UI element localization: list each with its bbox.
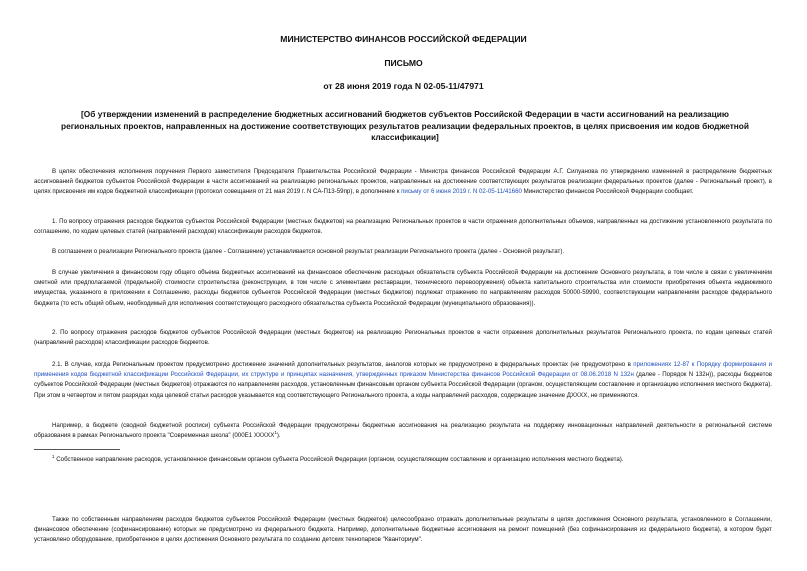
footnote	[52, 455, 772, 465]
paragraph-example-end: ).	[276, 432, 281, 440]
paragraph-example-text: Например, в бюджете (сводной бюджетной росписи) субъекта Российской Федерации предусмотрены бюджетные ассигнования на реализацию результата на поддержку инновационных направлений деятельности в региональной системе образования в рамках Регионального проекта "Современная школа" (000E1 XXXXX	[34, 422, 772, 440]
paragraph-item-2: 2. По вопросу отражения расходов бюджетов субъектов Российской Федерации (местных бюджетов) на реализацию Региональных проектов в части отражения дополнительных результатов Регионального проекта, по кодам целевых статей (направлений расходов) классификации расходов бюджетов.	[34, 329, 772, 347]
ministry-heading: МИНИСТЕРСТВО ФИНАНСОВ РОССИЙСКОЙ ФЕДЕРАЦИИ	[280, 34, 527, 44]
letter-link[interactable]: письму от 6 июня 2019 г. N 02-05-11/41660	[401, 188, 522, 196]
document-date-number: от 28 июня 2019 года N 02-05-11/47971	[323, 81, 484, 91]
paragraph-example	[34, 421, 772, 441]
document-title: [Об утверждении изменений в распределение бюджетных ассигнований бюджетов субъектов Российской Федерации в части ассигнований на реализацию региональных проектов, направленных на достижение соответствующих результатов реализации федеральных проектов, в целях присвоения им кодов бюджетной классификации]	[61, 109, 749, 142]
footnote-marker: 1	[52, 453, 55, 459]
paragraph-increase: В случае увеличения в финансовом году общего объема бюджетных ассигнований на финансовое обеспечение расходных обязательств субъекта Российской Федерации на достижение Основного результата, в том числе в связи с увеличением сметной или предполагаемой (предельной) стоимости строительства (реконструкции, в том числе с элементами реставрации, технического перевооружения) объекта капитального строительства или стоимости приобретения объекта недвижимого имущества, указанного в приложении к Соглашению, расходы бюджетов субъектов Российской Федерации (местных бюджетов) подлежат отражению по направлениям расходов 50000-59990, соответствующим направлениям расходов федерального бюджета (то есть общий объем, необходимый для исполнения соответствующего расходного обязательства субъекта Российской Федерации (муниципального образования)).	[34, 269, 772, 307]
order-132n-link[interactable]: приложениях 12-87 к Порядку формирования и применения кодов бюджетной классификации Российской Федерации, их структуре и принципах назначения, утвержденных приказом Министерства финансов Российской Федерации от 08.06.2018 N 132н	[34, 361, 772, 379]
paragraph-own-directions: Также по собственным направлениям расходов бюджетов субъектов Российской Федерации (местных бюджетов) целесообразно отражать дополнительные результаты в целях достижения Основного результата, установленного в Соглашении, финансовое обеспечение (софинансирование) которых не предусмотрено из федерального бюджета. Например, дополнительные бюджетные ассигнования на ремонт помещений (без софинансирования из федерального бюджета), в котором будет установлено оборудование, приобретенное в целях достижения Основного результата по созданию детских технопарков "Кванториум".	[34, 516, 772, 544]
footnote-reference[interactable]: 1	[274, 430, 277, 436]
paragraph-intro-text: В целях обеспечения исполнения поручения Первого заместителя Председателя Правительства Российской Федерации - Министра финансов Российской Федерации А.Г. Силуанова по утверждению изменений в распределение бюджетных ассигнований бюджетов субъектов Российской Федерации в части ассигнований на реализацию региональных проектов, направленных на достижение соответствующих результатов реализации федеральных проектов (далее - Региональный проект), в целях присвоения им кодов бюджетной классификации (протокол совещания от 21 мая 2019 г. N СА-П13-59пр), в дополнение к	[34, 168, 772, 196]
paragraph-agreement: В соглашении о реализации Регионального проекта (далее - Соглашение) устанавливается основной результат реализации Регионального проекта (далее - Основной результат).	[52, 248, 565, 255]
document-type: ПИСЬМО	[384, 58, 423, 68]
footnote-text: Собственное направление расходов, установленное финансовым органом субъекта Российской Федерации (органом, осуществляющим составление и организацию исполнения местного бюджета).	[56, 456, 624, 463]
paragraph-intro	[34, 167, 772, 198]
paragraph-item-2-1	[34, 360, 772, 401]
paragraph-item-2-1-text: 2.1. В случае, когда Региональным проектом предусмотрено достижение значений дополнительных результатов, аналогов которых не предусмотрено в федеральных проектах (не предусмотрено в	[52, 361, 631, 368]
paragraph-intro-tail: Министерство финансов Российской Федерации сообщает.	[523, 188, 694, 196]
paragraph-item-2-1-tail: (далее - Порядок N 132н)), расходы бюджетов субъектов Российской Федерации (местных бюджетов) отражаются по направлениям расходов, установленным финансовым органом субъекта Российской Федерации (органом, осуществляющим составление и организацию исполнения местного бюджета). При этом в четвертом и пятом разрядах кода целевой статьи расходов указывается код соответствующего Регионального проекта, а коды направлений расходов, содержащие значение ДХХХХ, не применяются.	[34, 371, 772, 399]
footnote-divider	[34, 449, 120, 450]
paragraph-item-1: 1. По вопросу отражения расходов бюджетов субъектов Российской Федерации (местных бюджетов) на реализацию Региональных проектов в части отражения дополнительных объемов, направленных на достижение установленного результата по соглашению, по кодам целевых статей (направлений расходов) классификации расходов бюджетов.	[34, 218, 772, 236]
